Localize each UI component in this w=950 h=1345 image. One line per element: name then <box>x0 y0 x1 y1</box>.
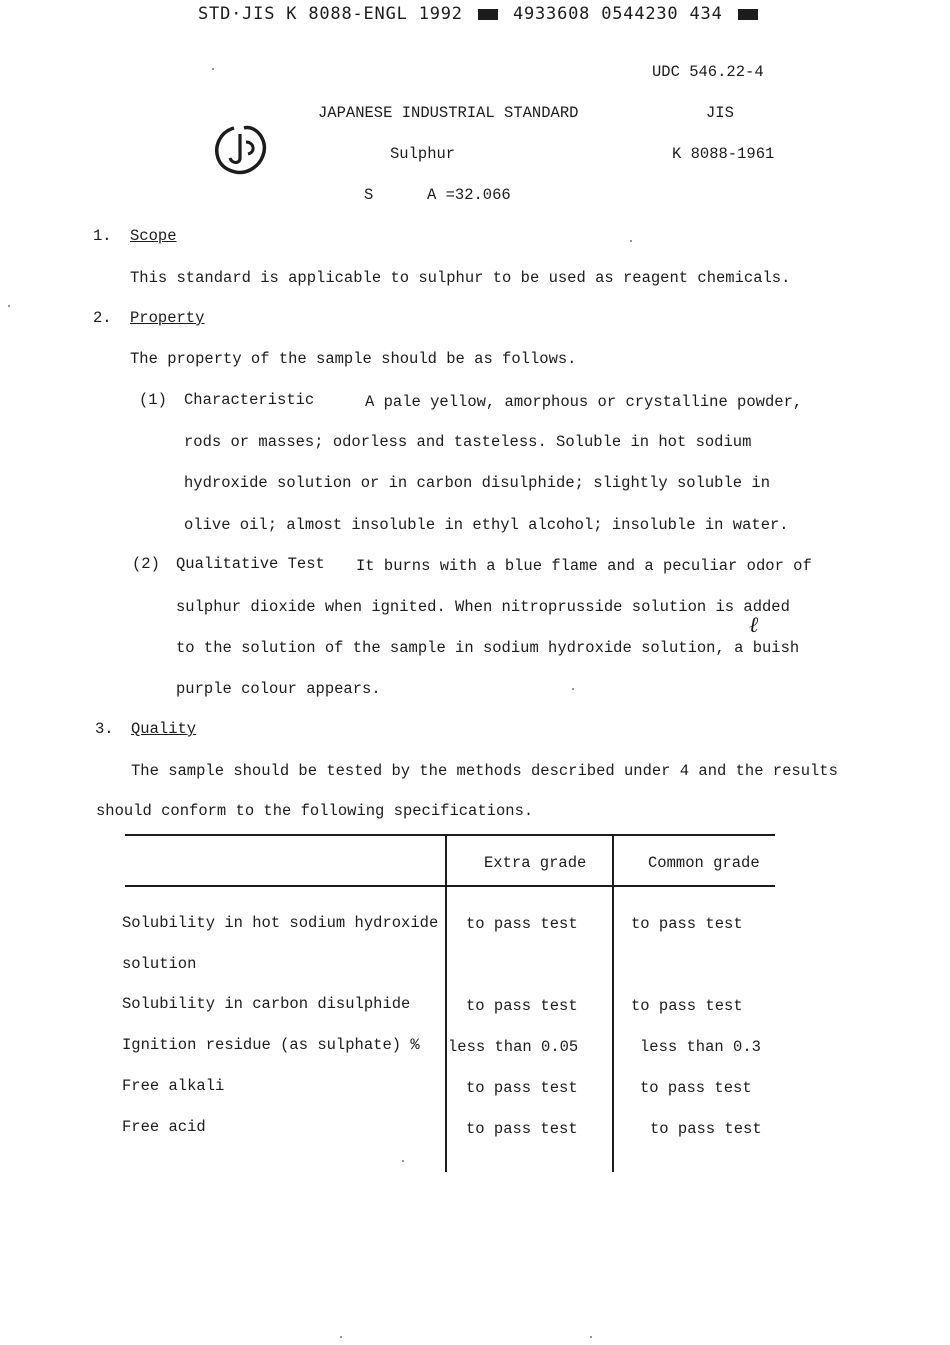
scan-speck <box>572 688 574 690</box>
section-1-title: Scope <box>130 227 177 245</box>
item-2-line-3: to the solution of the sample in sodium hydroxide solution, a buish <box>176 639 800 657</box>
header-id-text: STD·JIS K 8088-ENGL 1992 <box>198 4 463 24</box>
item-2-line-1: It burns with a blue flame and a peculiar odor of <box>356 557 812 575</box>
section-2-title: Property <box>130 309 205 327</box>
item-1-label: Characteristic <box>184 391 315 409</box>
org-title: JAPANESE INDUSTRIAL STANDARD <box>318 104 579 122</box>
table-row-item: Solubility in carbon disulphide <box>122 995 411 1013</box>
item-1-line-2: rods or masses; odorless and tasteless. Soluble in hot sodium <box>184 433 752 451</box>
table-header-rule <box>125 885 775 887</box>
table-row-common: to pass test <box>631 997 743 1015</box>
section-3-title: Quality <box>131 720 197 738</box>
item-1-number: (1) <box>139 391 167 409</box>
table-row-item: Free acid <box>122 1118 206 1136</box>
table-row-common: to pass test <box>650 1120 762 1138</box>
chemical-symbol: S <box>364 186 374 204</box>
scan-speck <box>402 1160 404 1162</box>
header-code-text: 4933608 0544230 434 <box>512 4 723 24</box>
scan-speck <box>590 1336 592 1338</box>
header-block-mark <box>738 9 758 20</box>
section-2-intro: The property of the sample should be as follows. <box>130 350 577 368</box>
table-row-item-cont: solution <box>122 955 197 973</box>
item-1-line-1: A pale yellow, amorphous or crystalline powder, <box>365 393 803 411</box>
section-3-line-1: The sample should be tested by the methods described under 4 and the results <box>131 762 838 780</box>
table-col-divider <box>612 836 614 1172</box>
item-1-line-4: olive oil; almost insoluble in ethyl alcohol; insoluble in water. <box>184 516 789 534</box>
item-2-line-2: sulphur dioxide when ignited. When nitroprusside solution is added <box>176 598 790 616</box>
table-row-item: Free alkali <box>122 1077 225 1095</box>
scan-speck <box>212 68 214 70</box>
header-block-mark <box>478 9 498 20</box>
table-row-extra: to pass test <box>466 1120 578 1138</box>
section-3-line-2: should conform to the following specifications. <box>96 802 534 820</box>
atomic-weight: A =32.066 <box>427 186 511 204</box>
table-top-rule <box>125 834 775 836</box>
table-row-extra: to pass test <box>466 915 578 933</box>
item-2-number: (2) <box>132 555 160 573</box>
product-name: Sulphur <box>390 145 456 163</box>
document-header-strip <box>198 4 762 24</box>
table-row-extra: to pass test <box>466 997 578 1015</box>
table-row-common: to pass test <box>640 1079 752 1097</box>
udc-number: UDC 546.22-4 <box>652 63 764 81</box>
table-header-extra: Extra grade <box>484 854 587 872</box>
scan-speck <box>630 240 632 242</box>
scan-speck <box>340 1336 342 1338</box>
handwritten-correction: ℓ <box>749 613 759 638</box>
table-col-divider <box>445 836 447 1172</box>
item-2-line-4: purple colour appears. <box>176 680 381 698</box>
table-row-extra: to pass test <box>466 1079 578 1097</box>
section-2-number: 2. <box>93 309 112 327</box>
jis-logo-icon <box>210 118 270 178</box>
item-1-line-3: hydroxide solution or in carbon disulphide; slightly soluble in <box>184 474 770 492</box>
section-1-text: This standard is applicable to sulphur to be used as reagent chemicals. <box>130 269 791 287</box>
item-2-label: Qualitative Test <box>176 555 325 573</box>
section-1-number: 1. <box>93 227 112 245</box>
table-row-common: to pass test <box>631 915 743 933</box>
scan-speck <box>8 305 10 307</box>
table-row-common: less than 0.3 <box>640 1038 761 1056</box>
standard-number: K 8088-1961 <box>672 145 775 163</box>
table-row-item: Ignition residue (as sulphate) % <box>122 1036 420 1054</box>
table-row-item: Solubility in hot sodium hydroxide <box>122 914 439 932</box>
table-header-common: Common grade <box>648 854 760 872</box>
section-3-number: 3. <box>95 720 114 738</box>
table-row-extra: less than 0.05 <box>448 1038 579 1056</box>
jis-label: JIS <box>706 104 734 122</box>
